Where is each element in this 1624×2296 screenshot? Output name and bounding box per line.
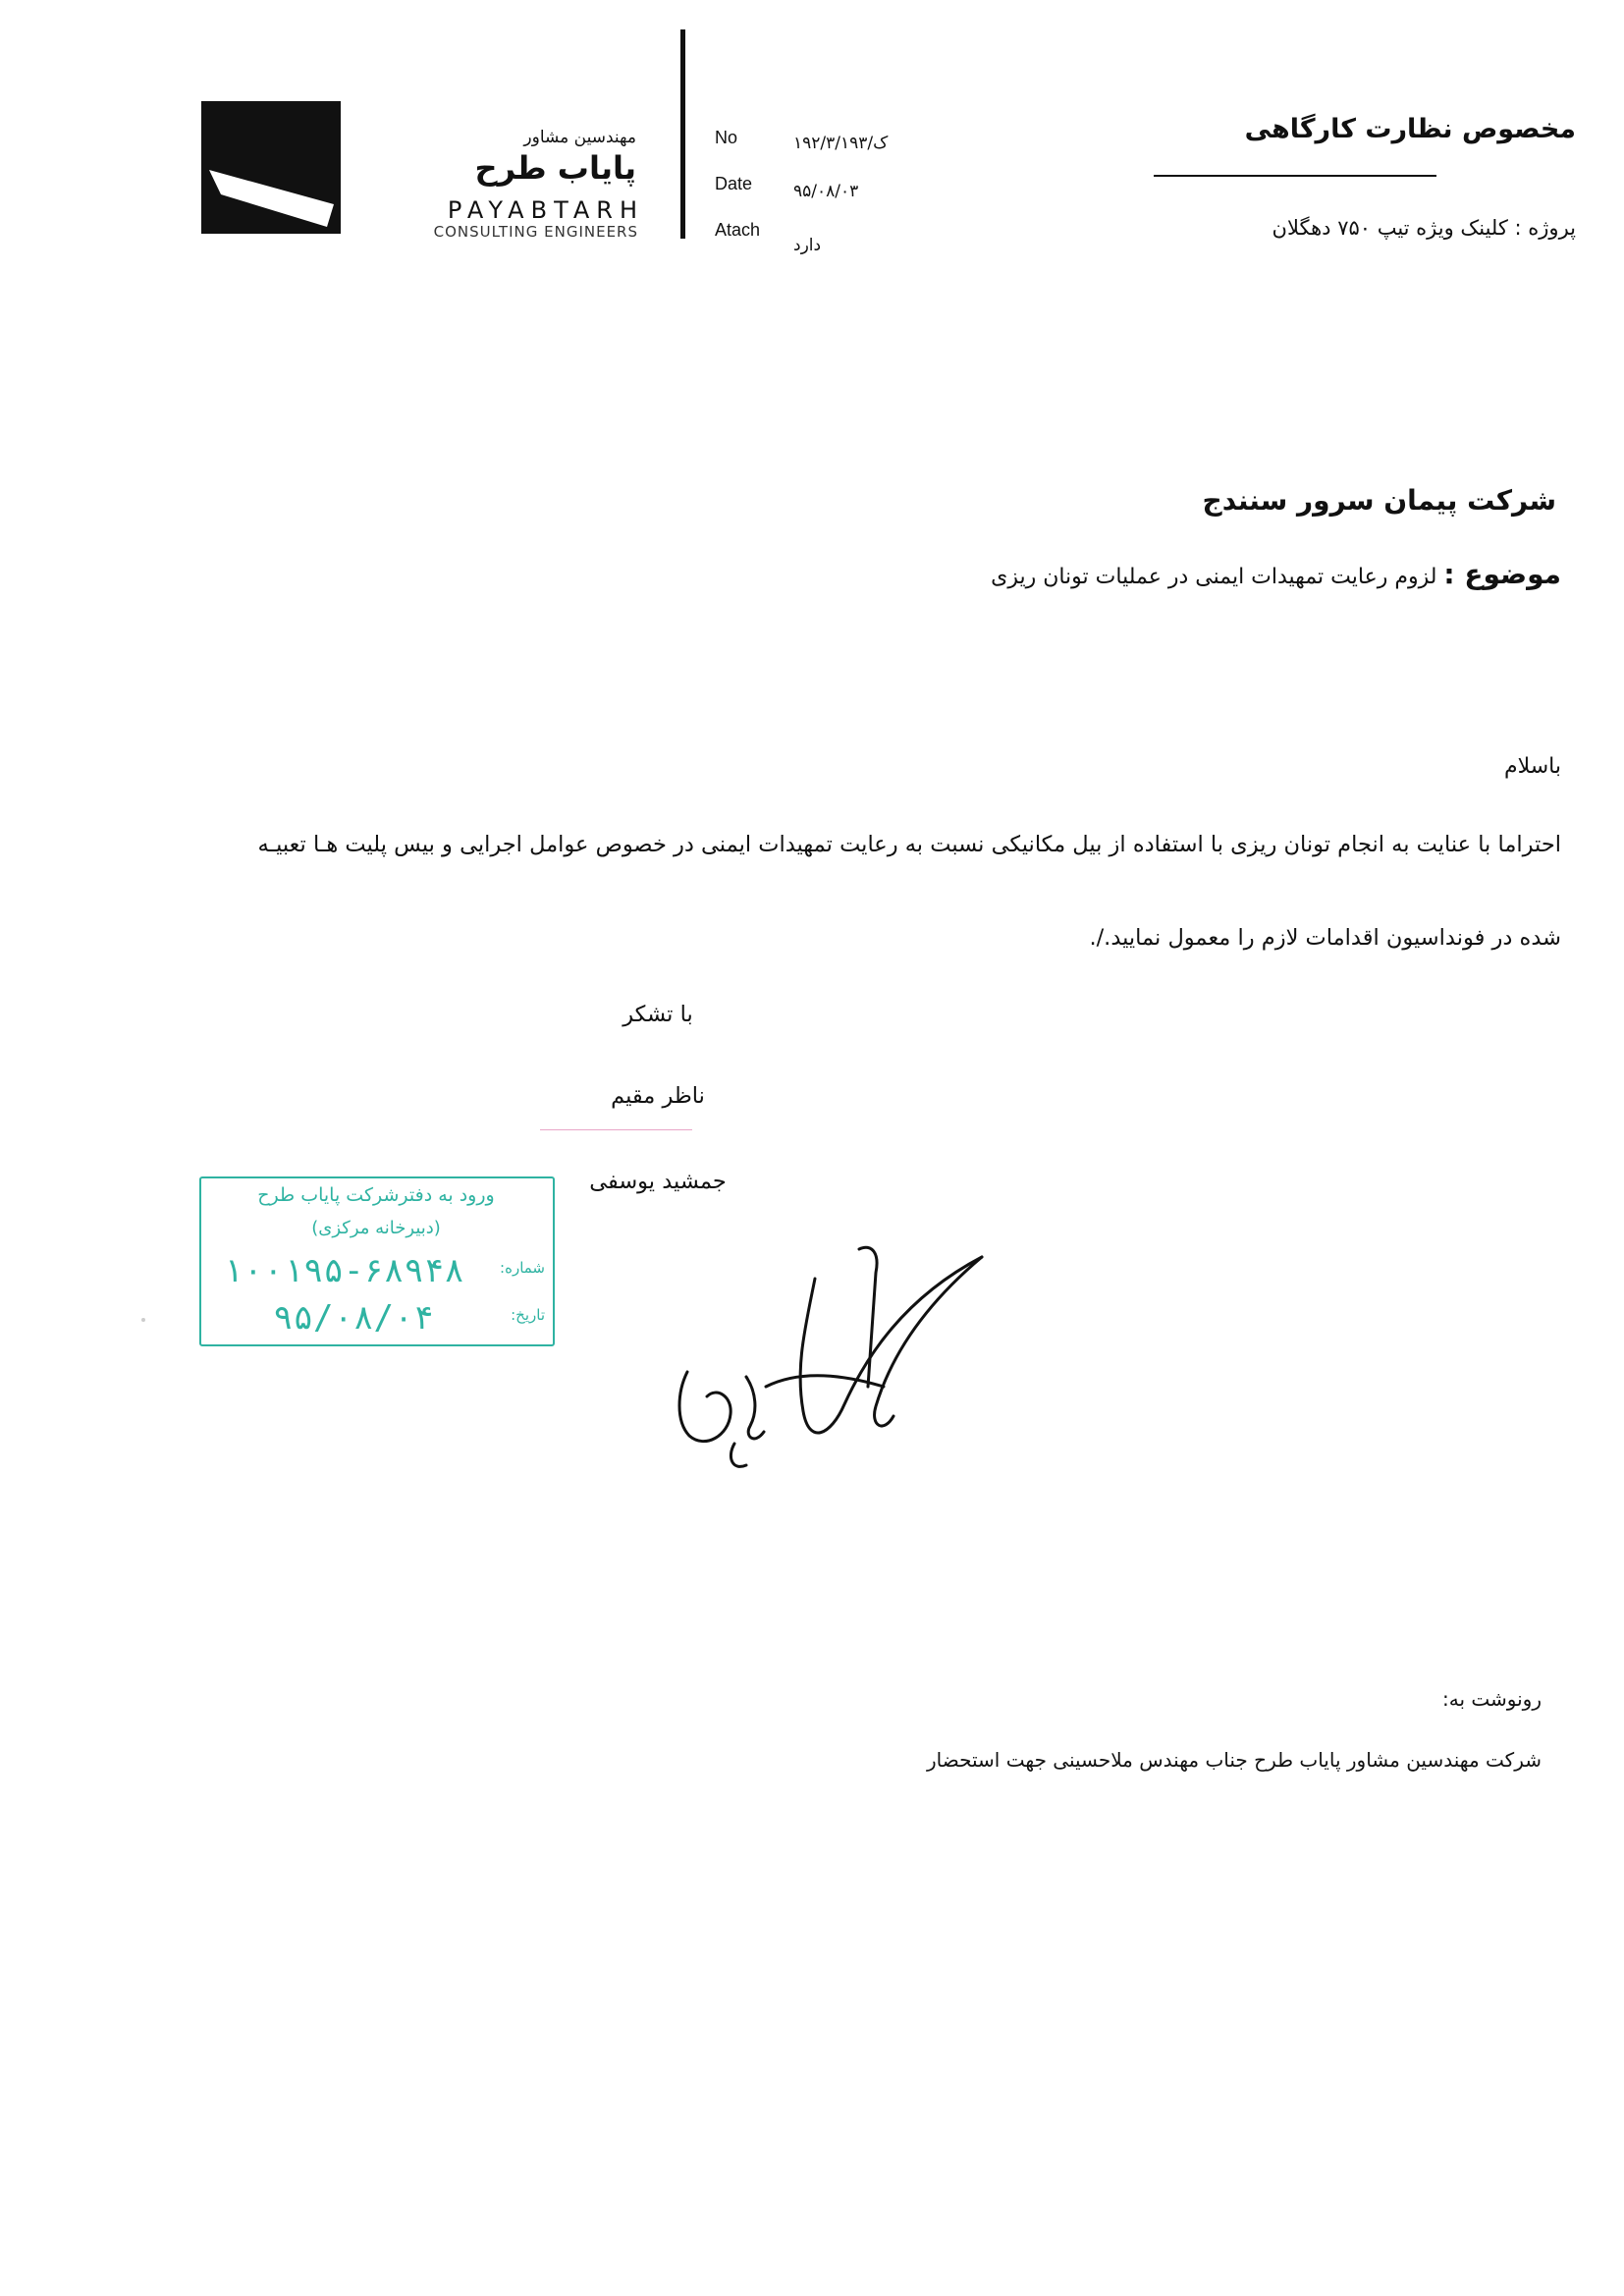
date-label: Date bbox=[715, 174, 753, 193]
header-divider bbox=[680, 29, 685, 239]
paper-mark bbox=[141, 1318, 145, 1322]
number-value: ۱۹۲/۳/ک/۱۹۳ bbox=[793, 134, 889, 153]
greeting: باسلام bbox=[1503, 754, 1561, 779]
stamp-date-value: ۹۵/۰۸/۰۴ bbox=[273, 1298, 434, 1338]
closing: با تشکر bbox=[623, 1002, 693, 1027]
receipt-stamp bbox=[199, 1176, 555, 1346]
handwritten-signature bbox=[648, 1239, 1011, 1480]
logo-english-subtitle: CONSULTING ENGINEERS bbox=[433, 223, 638, 241]
header-title: مخصوص نظارت کارگاهی bbox=[1244, 114, 1576, 144]
attachment-label: Atach bbox=[715, 220, 761, 240]
project-line: پروژه : کلینک ویژه تیپ ۷۵۰ دهگلان bbox=[1272, 216, 1576, 240]
subject-row bbox=[805, 558, 1561, 590]
body-paragraph-line-1: احتراما با عنایت به انجام تونان ریزی با استفاده از بیل مکانیکی نسبت به رعایت تمهیدات ایمنی در خصوص عوامل اجرایی و بیس پلیت هـا تعبیـه bbox=[257, 832, 1561, 857]
subject-text: لزوم رعایت تمهیدات ایمنی در عملیات تونان ریزی bbox=[991, 565, 1437, 589]
stamp-date-label: تاریخ: bbox=[511, 1306, 545, 1324]
cc-recipient: شرکت مهندسین مشاور پایاب طرح جناب مهندس ملاحسینی جهت استحضار bbox=[927, 1748, 1542, 1772]
recipient: شرکت پیمان سرور سنندج bbox=[1202, 484, 1556, 517]
stamp-title: ورود به دفترشرکت پایاب طرح bbox=[257, 1184, 495, 1206]
attachment-value: دارد bbox=[793, 236, 822, 255]
stamp-subtitle: (دبیرخانه مرکزی) bbox=[311, 1218, 441, 1238]
subject-label: موضوع : bbox=[1443, 558, 1561, 590]
signer-name: جمشید یوسفی bbox=[589, 1169, 727, 1194]
stamp-number-value: ۱۰۰۱۹۵-۶۸۹۴۸ bbox=[223, 1251, 464, 1290]
logo-persian-subtitle: مهندسین مشاور bbox=[523, 128, 636, 147]
body-paragraph-line-2: شده در فونداسیون اقدامات لازم را معمول نمایید./. bbox=[1089, 925, 1561, 951]
number-label: No bbox=[715, 128, 738, 147]
cc-label: رونوشت به: bbox=[1442, 1687, 1542, 1711]
header-title-underline bbox=[1154, 175, 1436, 177]
signer-role: ناظر مقیم bbox=[611, 1083, 705, 1109]
date-value: ۹۵/۰۸/۰۳ bbox=[793, 182, 859, 201]
logo-persian-name: پایاب طرح bbox=[474, 149, 636, 187]
logo-mark-icon bbox=[201, 101, 341, 234]
logo-english-name: PAYABTARH bbox=[447, 196, 644, 224]
pink-mark-line bbox=[540, 1129, 692, 1130]
stamp-number-label: شماره: bbox=[500, 1259, 545, 1277]
